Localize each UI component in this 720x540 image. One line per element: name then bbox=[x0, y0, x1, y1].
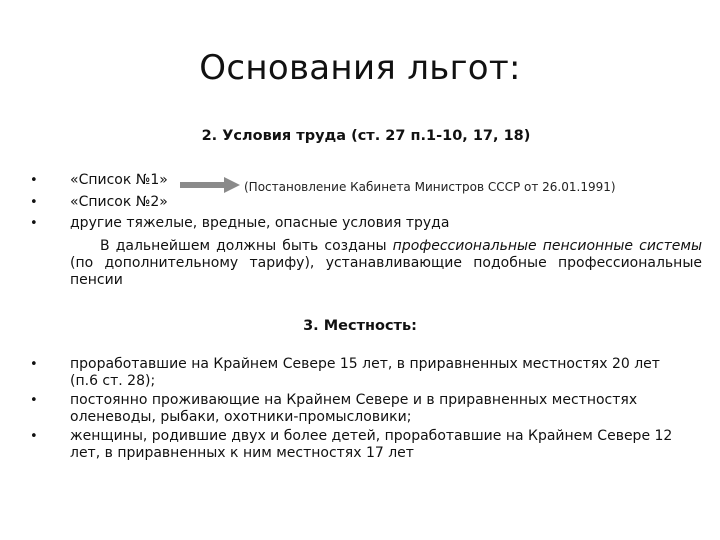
section-3-list bbox=[0, 356, 720, 464]
paragraph-italic-text: профессиональные пенсионные системы bbox=[392, 238, 702, 254]
future-systems-paragraph bbox=[70, 238, 702, 289]
right-arrow-icon bbox=[180, 177, 240, 193]
bullet-icon: • bbox=[30, 216, 38, 231]
resolution-note: (Постановление Кабинета Министров СССР от 26.01.1991) bbox=[244, 180, 616, 194]
list-item bbox=[0, 356, 720, 390]
list-item-text: проработавшие на Крайнем Севере 15 лет, в приравненных местностях 20 лет (п.6 ст. 28); bbox=[70, 356, 660, 389]
list-item-text: «Список №1» bbox=[70, 172, 168, 188]
bullet-icon: • bbox=[30, 173, 38, 188]
list-item bbox=[0, 428, 720, 462]
bullet-icon: • bbox=[30, 429, 38, 444]
section-2-heading: 2. Условия труда (ст. 27 п.1-10, 17, 18) bbox=[201, 128, 531, 144]
paragraph-text: (по дополнительному тарифу), устанавливающие подобные профессиональные пенсии bbox=[70, 255, 702, 288]
bullet-icon: • bbox=[30, 195, 38, 210]
list-item-text: другие тяжелые, вредные, опасные условия труда bbox=[70, 215, 450, 231]
list-item bbox=[0, 392, 720, 426]
list-item-text: женщины, родившие двух и более детей, проработавшие на Крайнем Севере 12 лет, в приравненных к ним местностях 17 лет bbox=[70, 428, 673, 461]
slide-title: Основания льгот: bbox=[199, 48, 521, 88]
bullet-icon: • bbox=[30, 357, 38, 372]
section-3-heading: 3. Местность: bbox=[303, 318, 417, 334]
list-item-text: постоянно проживающие на Крайнем Севере и в приравненных местностях оленеводы, рыбаки, охотники-промысловики; bbox=[70, 392, 638, 425]
paragraph-text: В дальнейшем должны быть созданы bbox=[100, 238, 393, 254]
list-item-text: «Список №2» bbox=[70, 194, 168, 210]
bullet-icon: • bbox=[30, 393, 38, 408]
